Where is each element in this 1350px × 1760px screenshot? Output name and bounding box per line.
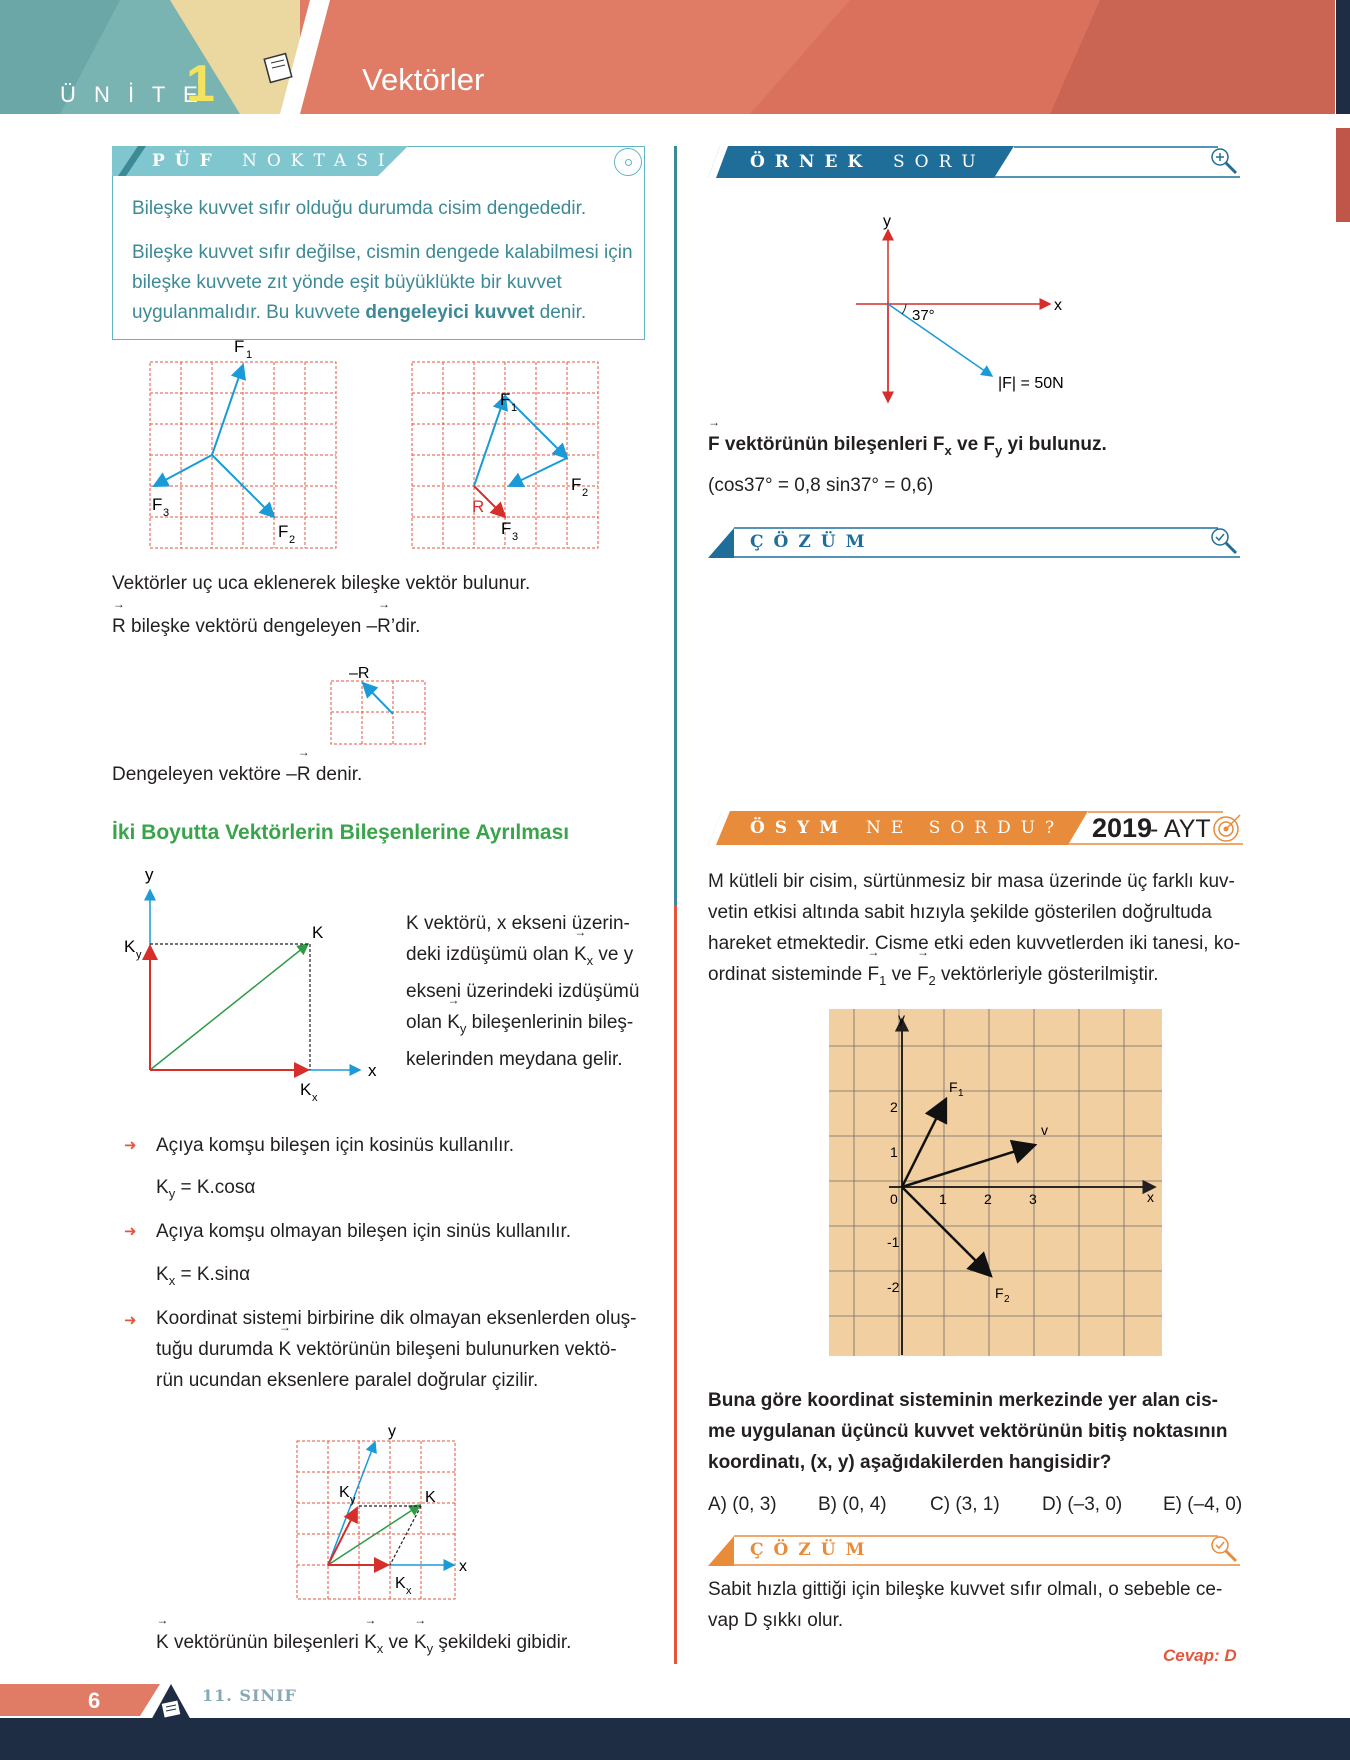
ornek-figure: [850, 210, 1080, 410]
puf-para2-b: denir.: [534, 302, 587, 323]
osym-year: 2019: [1092, 813, 1153, 843]
svg-text:v: v: [1041, 1122, 1048, 1138]
footer-page-band: [0, 1684, 160, 1716]
svg-text:2: 2: [582, 487, 589, 499]
svg-text:0: 0: [890, 1191, 898, 1207]
oblique-axes-figure: [297, 1423, 467, 1601]
option-b[interactable]: B) (0, 4): [818, 1494, 887, 1515]
svg-text:y: y: [388, 1423, 396, 1440]
svg-text:K: K: [300, 1080, 312, 1099]
vector-figure-2: [412, 362, 602, 552]
bullet-arrow-icon: ➜: [124, 1223, 137, 1240]
ornek-soru-header: [708, 146, 1240, 178]
answer-key: Cevap: D: [1163, 1646, 1237, 1665]
svg-text:x: x: [1147, 1189, 1154, 1205]
osym-exam: - AYT: [1150, 815, 1211, 843]
svg-text:3: 3: [512, 531, 519, 543]
puf-circle-icon: [614, 148, 642, 176]
osym-question: Buna göre koordinat sisteminin merkezinde yer alan cis- me uygulanan üçüncü kuvvet vektörünün bitiş noktasının koordinatı, (x, y) aşağıdakilerden hangisidir?: [708, 1390, 1228, 1473]
magnifier-check-icon: [1208, 1533, 1238, 1563]
footer-bar: [0, 1718, 1350, 1760]
svg-text:1: 1: [511, 402, 518, 414]
bullet-arrow-icon: ➜: [124, 1137, 137, 1154]
osym-paragraph: M kütleli bir cisim, sürtünmesiz bir masa üzerinde üç farklı kuv- vetin etkisi altında sabit hızıyla şekilde gösterilen doğrultuda hareket etmektedir. Cisme etki eden kuvvetlerden iki tanesi, ko- ordinat sisteminde → $F_1$ ve → $F_2$ vektörleriyle gösterilmiştir.: [708, 866, 1248, 996]
left-line2: → R bileşke vektörü dengeleyen –→ R’dir.: [112, 611, 420, 642]
svg-text:2: 2: [890, 1099, 898, 1115]
header-right-bar: [1336, 0, 1350, 114]
column-divider: [674, 146, 677, 1664]
ornek-given: (cos37° = 0,8 sin37° = 0,6): [708, 475, 934, 496]
svg-text:R: R: [472, 497, 485, 516]
option-c[interactable]: C) (3, 1): [930, 1494, 1000, 1515]
svg-text:1: 1: [890, 1144, 898, 1160]
unit-number: 1: [186, 55, 215, 113]
svg-text:2: 2: [1004, 1294, 1010, 1305]
svg-text:-2: -2: [887, 1279, 900, 1295]
fig1-f3-label: F: [152, 495, 163, 514]
osym-label-rest: NE SORDU?: [866, 818, 1065, 838]
ornek-mag-label: |F| = 50N: [998, 375, 1064, 392]
svg-text:F: F: [949, 1079, 958, 1095]
fig1-f2-label: F: [278, 522, 289, 541]
cozum-1-label: ÇÖZÜM: [750, 532, 875, 552]
magnifier-plus-icon: [1208, 146, 1238, 176]
svg-text:x: x: [312, 1092, 318, 1104]
grade-label: 11. SINIF: [202, 1686, 297, 1705]
answer-text: Sabit hızla gittiği için bileşke kuvvet sıfır olmalı, o sebeble ce- vap D şıkkı olur.: [708, 1579, 1223, 1631]
left-line1: Vektörler uç uca eklenerek bileşke vektör bulunur.: [112, 573, 531, 594]
svg-text:y: y: [898, 1010, 905, 1026]
svg-text:y: y: [136, 949, 142, 961]
puf-para2: [132, 238, 637, 328]
osym-label-bold: ÖSYM: [750, 818, 849, 838]
osym-header: [708, 811, 1243, 845]
vector-figure-1: [150, 337, 340, 552]
svg-text:y: y: [145, 865, 154, 884]
formula-2: $K_x = K.\sin\alpha$: [156, 1264, 251, 1288]
target-icon: [1212, 813, 1242, 843]
svg-text:K: K: [339, 1484, 350, 1501]
bullet-arrow-icon: ➜: [124, 1312, 137, 1329]
svg-text:K: K: [312, 923, 324, 942]
k-decomposition-figure: [120, 865, 380, 1108]
svg-text:1: 1: [246, 349, 253, 361]
svg-text:2: 2: [289, 534, 296, 546]
bottom-caption: → K vektörünün bileşenleri → $K_x$ ve → $K_y$ şekildeki gibidir.: [156, 1627, 571, 1664]
header-band: [0, 0, 1335, 114]
svg-text:1: 1: [939, 1191, 947, 1207]
option-e[interactable]: E) (–4, 0): [1163, 1494, 1243, 1515]
svg-text:F: F: [500, 390, 511, 409]
osym-graph: [829, 1009, 1162, 1356]
svg-text:F: F: [571, 475, 582, 494]
left-line3: Dengeleyen vektöre –→ R denir.: [112, 759, 362, 790]
section-title: İki Boyutta Vektörlerin Bileşenlerine Ayrılması: [112, 821, 570, 844]
option-a[interactable]: A) (0, 3): [708, 1494, 777, 1515]
puf-label-bold: PÜF: [152, 151, 222, 171]
puf-para2-bold: dengeleyici kuvvet: [365, 302, 535, 323]
ornek-question: → F vektörünün bileşenleri $F_x$ ve $F_y$ yi bulunuz.: [708, 429, 1107, 466]
option-d[interactable]: D) (–3, 0): [1042, 1494, 1123, 1515]
svg-text:3: 3: [163, 507, 170, 519]
fig1-f1-label: F: [234, 337, 245, 356]
svg-text:-1: -1: [887, 1234, 900, 1250]
svg-text:y: y: [350, 1494, 356, 1506]
svg-text:K: K: [395, 1575, 406, 1592]
cozum-header-1: [708, 524, 1240, 558]
cozum-header-2: [708, 1532, 1240, 1566]
svg-text:K: K: [124, 937, 136, 956]
cozum-2-label: ÇÖZÜM: [750, 1540, 875, 1560]
chapter-title: Vektörler: [362, 62, 485, 97]
ornek-angle-label: 37°: [912, 307, 935, 324]
formula-1: $K_y = K.\cos\alpha$: [156, 1177, 256, 1201]
bullet-3: Koordinat sistemi birbirine dik olmayan eksenlerden oluş- tuğu durumda → K vektörünün bileşeni bulunurken vektö- rün ucundan eksenlere paralel doğrular çizilir.: [156, 1303, 646, 1396]
svg-text:1: 1: [958, 1088, 964, 1099]
magnifier-check-icon: [1208, 525, 1238, 555]
svg-text:2: 2: [984, 1191, 992, 1207]
unit-word: Ü N İ T E: [60, 82, 204, 107]
svg-text:x: x: [459, 1558, 467, 1575]
bullet-2: Açıya komşu olmayan bileşen için sinüs kullanılır.: [156, 1221, 572, 1242]
svg-text:x: x: [406, 1585, 412, 1597]
svg-text:K: K: [425, 1489, 436, 1506]
book-icon: [262, 48, 298, 84]
ornek-label-bold: ÖRNEK: [750, 152, 873, 172]
k-paragraph: K vektörü, x ekseni üzerin- deki izdüşümü olan → $K_x$ ve y ekseni üzerindeki izdüşümü olan → $K_y$ bileşenlerinin bileş- kelerinden meydana gelir.: [406, 908, 656, 1075]
ornek-y-label: y: [883, 213, 891, 230]
puf-label-rest: NOKTASI: [242, 151, 395, 171]
neg-r-figure: [331, 665, 426, 745]
ornek-x-label: x: [1054, 297, 1062, 314]
ornek-label-rest: SORU: [893, 152, 986, 172]
svg-text:F: F: [501, 519, 512, 538]
side-tab: [1336, 128, 1350, 222]
puf-label-bar: [112, 146, 408, 176]
page-number: 6: [88, 1688, 101, 1713]
puf-para2-a: Bileşke kuvvet sıfır değilse, cismin dengede kalabilmesi için bileşke kuvvete zıt yönde eşit büyüklükte bir kuvvet uygulanmalıdır. Bu kuvvete: [132, 242, 633, 323]
svg-text:F: F: [995, 1285, 1004, 1301]
svg-text:3: 3: [1029, 1191, 1037, 1207]
svg-text:x: x: [368, 1061, 377, 1080]
bullet-1: Açıya komşu bileşen için kosinüs kullanılır.: [156, 1135, 514, 1156]
puf-para1: Bileşke kuvvet sıfır olduğu durumda cisim dengededir.: [132, 198, 587, 219]
neg-r-label: –R: [349, 665, 370, 682]
